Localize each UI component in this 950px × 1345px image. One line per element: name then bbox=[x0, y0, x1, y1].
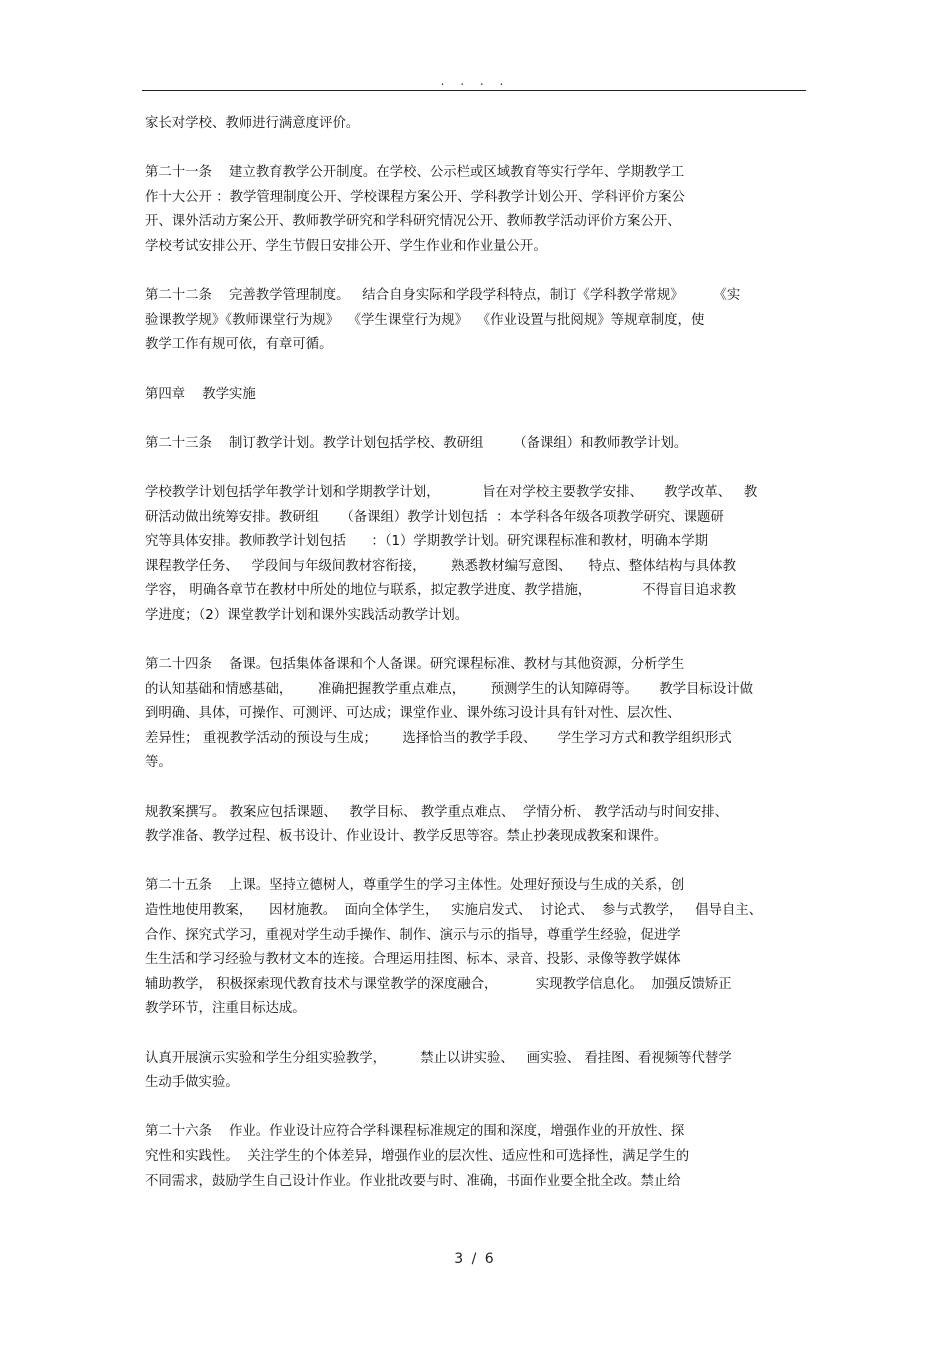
paragraph-gap bbox=[145, 260, 810, 285]
text-line: 第二十三条 制订教学计划。教学计划包括学校、教研组 （备课组）和教师教学计划。 bbox=[145, 435, 688, 451]
header-dots: . . . . bbox=[440, 74, 510, 88]
text-line: 第四章 教学实施 bbox=[145, 386, 256, 402]
text-line: 第二十六条 作业。作业设计应符合学科课程标准规定的围和深度，增强作业的开放性、探 bbox=[145, 1124, 685, 1140]
paragraph bbox=[145, 874, 810, 1022]
paragraph bbox=[145, 112, 810, 137]
paragraph-gap bbox=[145, 628, 810, 653]
paragraph bbox=[145, 383, 810, 408]
text-line: 课程教学任务、 学段间与年级间教材容衔接， 熟悉教材编写意图、 特点、整体结构与具体教 bbox=[145, 558, 736, 574]
text-line: 等。 bbox=[145, 755, 172, 771]
text-line: 规教案撰写。 教案应包括课题、 教学目标、 教学重点难点、 学情分析、 教学活动与时间安排、 bbox=[145, 804, 729, 820]
text-line: 教学准备、教学过程、板书设计、作业设计、教学反思等容。禁止抄袭现成教案和课件。 bbox=[145, 829, 668, 845]
text-line: 生生活和学习经验与教材文本的连接。合理运用挂图、标本、录音、投影、录像等教学媒体 bbox=[145, 952, 681, 968]
paragraph-gap bbox=[145, 1022, 810, 1047]
paragraph bbox=[145, 1047, 810, 1096]
paragraph bbox=[145, 1120, 810, 1194]
paragraph bbox=[145, 653, 810, 776]
paragraph-gap bbox=[145, 137, 810, 162]
paragraph bbox=[145, 284, 810, 358]
text-line: 作十大公开 ：教学管理制度公开、学校课程方案公开、学科教学计划公开、学科评价方案公 bbox=[145, 189, 685, 205]
paragraph bbox=[145, 161, 810, 259]
paragraph-gap bbox=[145, 1096, 810, 1121]
text-line: 验课教学规》《教师课堂行为规》 《学生课堂行为规》 《作业设置与批阅规》等规章制度，使 bbox=[145, 312, 705, 328]
text-line: 不同需求，鼓励学生自己设计作业。作业批改要与时、准确，书面作业要全批全改。禁止给 bbox=[145, 1173, 681, 1189]
text-line: 学校教学计划包括学年教学计划和学期教学计划， 旨在对学校主要教学安排、 教学改革、 教 bbox=[145, 484, 758, 500]
text-line: 差异性； 重视教学活动的预设与生成； 选择恰当的教学手段、 学生学习方式和教学组织形式 bbox=[145, 730, 732, 746]
text-line: 学校考试安排公开、学生节假日安排公开、学生作业和作业量公开。 bbox=[145, 238, 547, 254]
paragraph-gap bbox=[145, 358, 810, 383]
paragraph-gap bbox=[145, 456, 810, 481]
text-line: 辅助教学， 积极探索现代教育技术与课堂教学的深度融合， 实现教学信息化。 加强反馈矫正 bbox=[145, 976, 732, 992]
text-line: 第二十一条 建立教育教学公开制度。在学校、公示栏或区域教育等实行学年、学期教学工 bbox=[145, 165, 685, 181]
text-line: 开、课外活动方案公开、教师教学研究和学科研究情况公开、教师教学活动评价方案公开、 bbox=[145, 214, 681, 230]
text-line: 第二十二条 完善教学管理制度。 结合自身实际和学段学科特点，制订《学科教学常规》 《实 bbox=[145, 288, 741, 304]
header-rule bbox=[142, 90, 806, 91]
text-line: 究等具体安排。教师教学计划包括 ：（1）学期教学计划。研究课程标准和教材，明确本学期 bbox=[145, 534, 708, 550]
text-line: 教学工作有规可依，有章可循。 bbox=[145, 337, 333, 353]
text-line: 第二十五条 上课。坚持立德树人，尊重学生的学习主体性。处理好预设与生成的关系，创 bbox=[145, 878, 685, 894]
page-number: 3 / 6 bbox=[454, 1251, 496, 1267]
text-line: 生动手做实验。 bbox=[145, 1075, 239, 1091]
document-body bbox=[145, 112, 810, 1194]
text-line: 合作、探究式学习，重视对学生动手操作、制作、演示与示的指导，尊重学生经验，促进学 bbox=[145, 927, 681, 943]
text-line: 学进度；（2）课堂教学计划和课外实践活动教学计划。 bbox=[145, 607, 469, 623]
text-line: 研活动做出统筹安排。教研组 （备课组）教学计划包括 ：本学科各年级各项教学研究、课题研 bbox=[145, 509, 724, 525]
text-line: 到明确、具体，可操作、可测评、可达成；课堂作业、课外练习设计具有针对性、层次性、 bbox=[145, 706, 681, 722]
paragraph-gap bbox=[145, 776, 810, 801]
paragraph-gap bbox=[145, 850, 810, 875]
paragraph bbox=[145, 801, 810, 850]
paragraph bbox=[145, 481, 810, 629]
text-line: 造性地使用教案， 因材施教。 面向全体学生， 实施启发式、 讨论式、 参与式教学， 倡导自主、 bbox=[145, 903, 763, 918]
text-line: 家长对学校、教师进行满意度评价。 bbox=[145, 116, 360, 131]
text-line: 教学环节，注重目标达成。 bbox=[145, 1001, 306, 1017]
text-line: 认真开展演示实验和学生分组实验教学， 禁止以讲实验、 画实验、 看挂图、看视频等代替学 bbox=[145, 1050, 732, 1066]
text-line: 学容， 明确各章节在教材中所处的地位与联系，拟定教学进度、教学措施， 不得盲目追求教 bbox=[145, 583, 736, 599]
text-line: 第二十四条 备课。包括集体备课和个人备课。研究课程标准、教材与其他资源，分析学生 bbox=[145, 657, 685, 673]
paragraph-gap bbox=[145, 407, 810, 432]
text-line: 究性和实践性。 关注学生的个体差异，增强作业的层次性、适应性和可选择性，满足学生的 bbox=[145, 1148, 690, 1164]
text-line: 的认知基础和情感基础， 准确把握教学重点难点， 预测学生的认知障碍等。 教学目标设计做 bbox=[145, 681, 753, 697]
paragraph bbox=[145, 432, 810, 457]
